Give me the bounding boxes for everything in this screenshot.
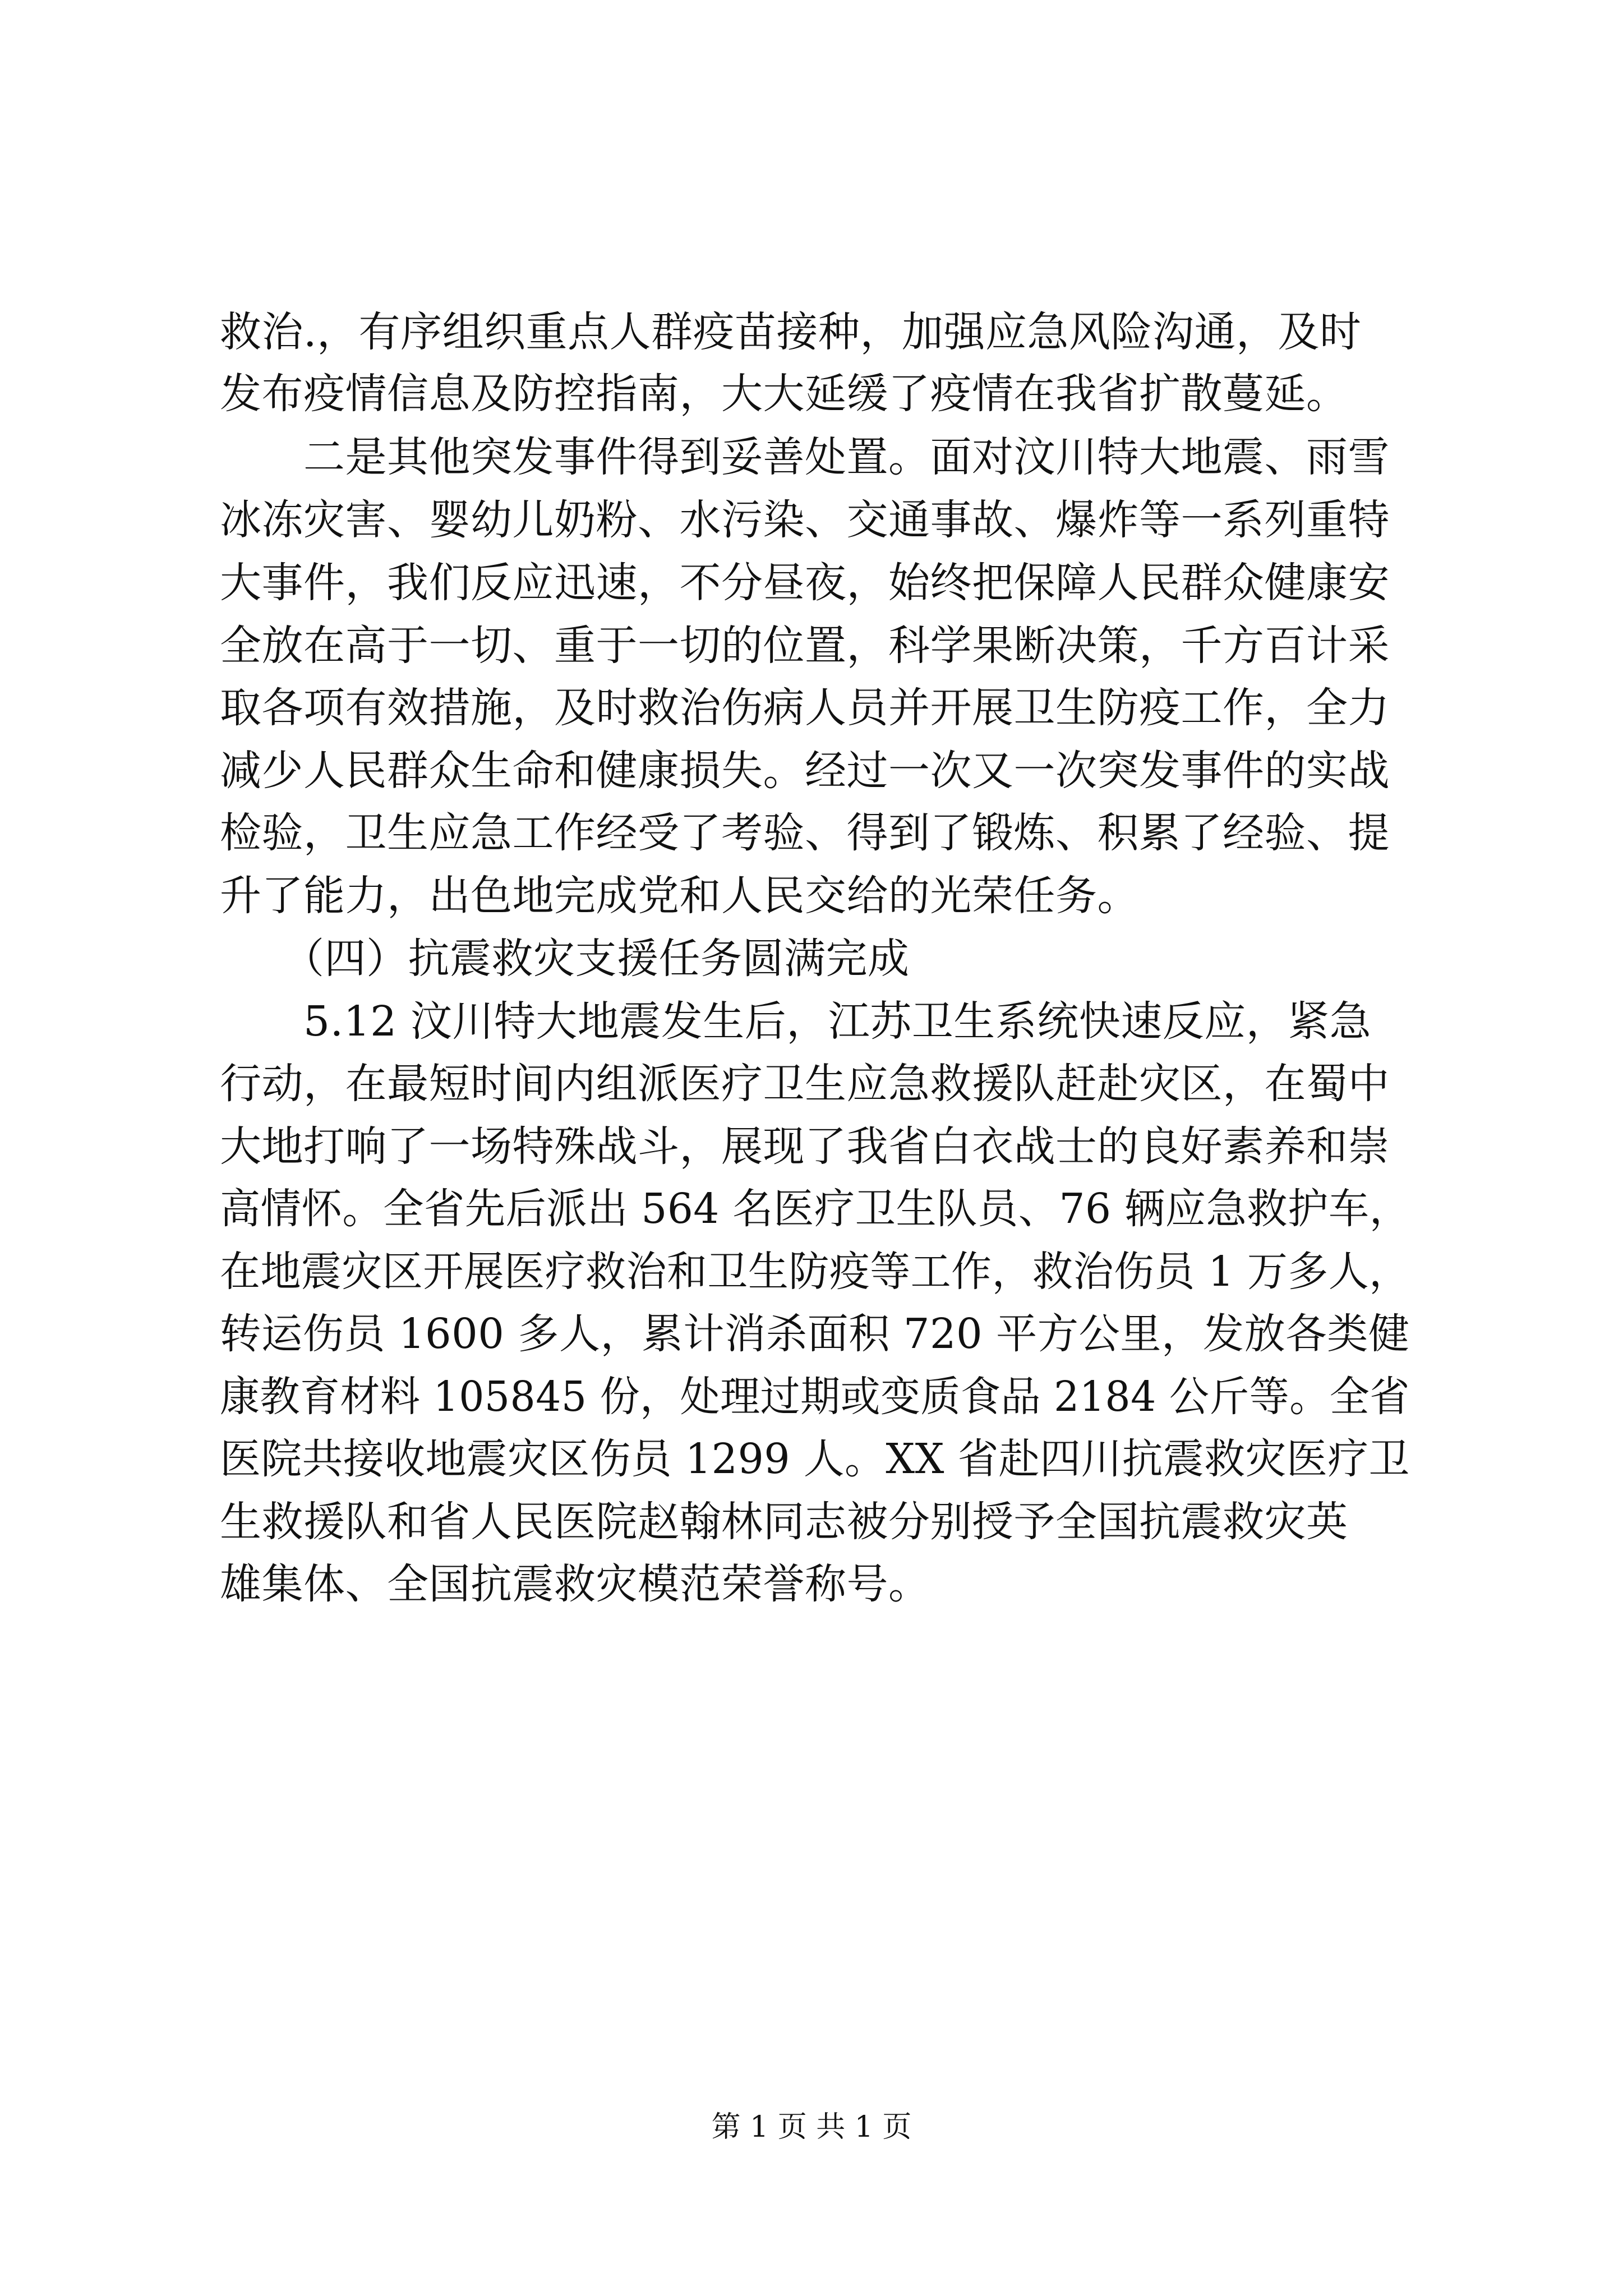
body-text-line: 行动，在最短时间内组派医疗卫生应急救援队赶赴灾区，在蜀中 [220,1060,1390,1108]
body-text-line: 二是其他突发事件得到妥善处置。面对汶川特大地震、雨雪 [220,433,1390,481]
body-text-line: 雄集体、全国抗震救灾模范荣誉称号。 [220,1560,930,1608]
body-text-line: 生救援队和省人民医院赵翰林同志被分别授予全国抗震救灾英 [220,1498,1348,1546]
body-text-line: 取各项有效措施，及时救治伤病人员并开展卫生防疫工作，全力 [220,684,1390,732]
body-text-line: 高情怀。全省先后派出 564 名医疗卫生队员、76 辆应急救护车， [220,1185,1410,1233]
body-text-line: 救治.，有序组织重点人群疫苗接种，加强应急风险沟通，及时 [220,308,1362,356]
body-text-line: 升了能力，出色地完成党和人民交给的光荣任务。 [220,872,1139,920]
page-footer: 第 1 页 共 1 页 [711,2110,912,2144]
body-text-line: 康教育材料 105845 份，处理过期或变质食品 2184 公斤等。全省 [220,1373,1410,1421]
body-text-line: 全放在高于一切、重于一切的位置，科学果断决策，千方百计采 [220,622,1390,670]
body-text-line: 减少人民群众生命和健康损失。经过一次又一次突发事件的实战 [220,747,1390,795]
body-text-line: 转运伤员 1600 多人，累计消杀面积 720 平方公里，发放各类健 [220,1310,1410,1358]
body-text-line: 大地打响了一场特殊战斗，展现了我省白衣战士的良好素养和崇 [220,1122,1390,1171]
body-text-line: 冰冻灾害、婴幼儿奶粉、水污染、交通事故、爆炸等一系列重特 [220,496,1390,544]
body-text-line: 在地震灾区开展医疗救治和卫生防疫等工作，救治伤员 1 万多人， [220,1248,1410,1296]
section-heading: （四）抗震救灾支援任务圆满完成 [220,935,910,983]
body-text-line: 发布疫情信息及防控指南，大大延缓了疫情在我省扩散蔓延。 [220,370,1348,418]
body-text-line: 5.12 汶川特大地震发生后，江苏卫生系统快速反应，紧急 [220,997,1372,1046]
body-text-line: 医院共接收地震灾区伤员 1299 人。XX 省赴四川抗震救灾医疗卫 [220,1435,1410,1483]
body-text-line: 大事件，我们反应迅速，不分昼夜，始终把保障人民群众健康安 [220,559,1390,607]
body-text-line: 检验，卫生应急工作经受了考验、得到了锻炼、积累了经验、提 [220,809,1390,857]
